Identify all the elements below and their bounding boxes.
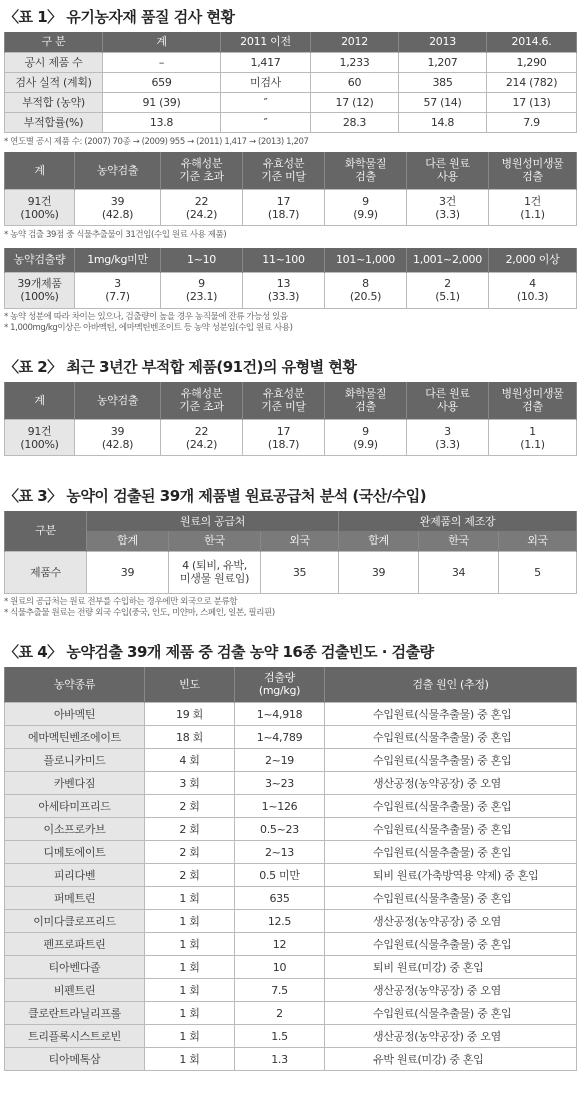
table1-header-cell: 2014.6. [487,32,577,52]
frequency: 1 회 [145,1002,235,1025]
frequency: 3 회 [145,772,235,795]
table-cell: 659 [103,72,221,92]
table-row [5,703,577,726]
table4-title: 〈표 4〉 농약검출 39개 제품 중 검출 농약 16종 검출빈도 · 검출량 [4,642,434,661]
table-row [5,749,577,772]
table-row [5,726,577,749]
pest-note: * 농약 성분에 따라 차이는 있으나, 검출량이 높을 경우 농직물에 잔류 가능성 있음 [4,311,288,322]
table1-pesticide [4,248,577,309]
table1-header-cell: 2012 [311,32,399,52]
cause: 수입원료(식물추출물) 중 혼입 [325,887,577,910]
cause: 수입원료(식물추출물) 중 혼입 [325,818,577,841]
cause: 수입원료(식물추출물) 중 혼입 [325,1002,577,1025]
cause: 수입원료(식물추출물) 중 혼입 [325,749,577,772]
amount: 1.5 [235,1025,325,1048]
table-cell: 미검사 [221,72,311,92]
frequency: 19 회 [145,703,235,726]
table-cell: ″ [221,92,311,112]
table1-sub-header: 농약검출 [75,152,161,190]
table-row [5,818,577,841]
table-row [5,887,577,910]
table1-sub-header: 유해성분 기준 초과 [161,152,243,190]
table-cell: 17 (12) [311,92,399,112]
cause: 수입원료(식물추출물) 중 혼입 [325,726,577,749]
table2-header: 화학물질 검출 [325,382,407,420]
table2-header: 농약검출 [75,382,161,420]
pesticide-name: 트리플록시스트로빈 [5,1025,145,1048]
row-label: 부적합 (농약) [5,92,103,112]
pesticide-name: 카벤다짐 [5,772,145,795]
table1-title: 〈표 1〉 유기농자재 품질 검사 현황 [4,8,235,26]
table3-sub-header: 합계 [339,531,419,551]
table-row [5,795,577,818]
table2-header: 유해성분 기준 초과 [161,382,243,420]
cause: 유박 원료(미강) 중 혼입 [325,1048,577,1071]
frequency: 1 회 [145,887,235,910]
table-row [5,420,577,456]
table-cell: 3건 (3.3) [407,190,489,226]
table-row [5,864,577,887]
table2-title: 〈표 2〉 최근 3년간 부적합 제품(91건)의 유형별 현황 [4,357,357,376]
amount: 12 [235,933,325,956]
cause: 생산공정(농약공장) 중 오염 [325,772,577,795]
table3-sub-header: 합계 [87,531,169,551]
table3-sub-header: 외국 [499,531,577,551]
table1-sub-note: * 농약 검출 39점 중 식물추출물이 31건임(수입 원료 사용 제품) [4,230,227,240]
table-cell: 28.3 [311,112,399,132]
table-cell: 4 (퇴비, 유박, 미생물 원료임) [169,551,261,593]
pesticide-name: 피리다벤 [5,864,145,887]
pest-note: * 1,000mg/kg이상은 아바멕틴, 에마멕틴벤조이트 등 농약 성분임(수입 원료 사용) [4,322,293,333]
pest-header: 11~100 [243,248,325,272]
amount: 7.5 [235,979,325,1002]
table-row [5,772,577,795]
amount: 0.5 미만 [235,864,325,887]
pesticide-name: 티아메톡삼 [5,1048,145,1071]
table-cell: 5 [499,551,577,593]
row-label: 제품수 [5,551,87,593]
table4-header: 검출량 (mg/kg) [235,667,325,703]
table-cell: 17 (13) [487,92,577,112]
table-cell: – [103,52,221,72]
table-cell: 9 (9.9) [325,420,407,456]
row-label: 부적합률(%) [5,112,103,132]
table1-sub-header: 병원성미생물 검출 [489,152,577,190]
cause: 생산공정(농약공장) 중 오염 [325,910,577,933]
cause: 생산공정(농약공장) 중 오염 [325,1025,577,1048]
pesticide-name: 클로란트라닐리프롤 [5,1002,145,1025]
table-cell: 91 (39) [103,92,221,112]
cause: 수입원료(식물추출물) 중 혼입 [325,933,577,956]
pest-header: 1mg/kg미만 [75,248,161,272]
frequency: 1 회 [145,1025,235,1048]
amount: 1~4,918 [235,703,325,726]
row-label: 공시 제품 수 [5,52,103,72]
table-cell: 3 (7.7) [75,272,161,308]
table3-sub-header: 외국 [261,531,339,551]
frequency: 1 회 [145,979,235,1002]
table-row [5,92,577,112]
table2-header: 병원성미생물 검출 [489,382,577,420]
cause: 퇴비 원료(가축방역용 약제) 중 혼입 [325,864,577,887]
table-cell: 22 (24.2) [161,420,243,456]
amount: 12.5 [235,910,325,933]
table3-col-label: 구분 [5,511,87,551]
table3-sub-header: 한국 [169,531,261,551]
table-row [5,1048,577,1071]
table1-sub [4,152,577,227]
table4-header: 검출 원인 (추정) [325,667,577,703]
row-label: 검사 실적 (계획) [5,72,103,92]
frequency: 1 회 [145,910,235,933]
table-row [5,190,577,226]
table-cell: 214 (782) [487,72,577,92]
pesticide-name: 퍼메트린 [5,887,145,910]
pesticide-name: 펜프로파트린 [5,933,145,956]
table-cell: 14.8 [399,112,487,132]
table-cell: 1,290 [487,52,577,72]
table-cell: 35 [261,551,339,593]
table-cell: 1건 (1.1) [489,190,577,226]
pesticide-name: 티아벤다졸 [5,956,145,979]
table3-title: 〈표 3〉 농약이 검출된 39개 제품별 원료공급처 분석 (국산/수입) [4,487,427,505]
table-row [5,956,577,979]
table1-header-cell: 계 [103,32,221,52]
table-row [5,1025,577,1048]
table-cell: 8 (20.5) [325,272,407,308]
table-cell: 9 (23.1) [161,272,243,308]
amount: 635 [235,887,325,910]
table-cell: 39 (42.8) [75,420,161,456]
table1-header-cell: 2011 이전 [221,32,311,52]
table-cell: 1,207 [399,52,487,72]
table-row [5,272,577,308]
cause: 퇴비 원료(미강) 중 혼입 [325,956,577,979]
pesticide-name: 에마멕틴벤조에이트 [5,726,145,749]
pest-header: 농약검출량 [5,248,75,272]
table2-header: 다른 원료 사용 [407,382,489,420]
table4 [4,667,577,1072]
cause: 수입원료(식물추출물) 중 혼입 [325,795,577,818]
table-row [5,1002,577,1025]
pest-header: 2,000 이상 [489,248,577,272]
cause: 생산공정(농약공장) 중 오염 [325,979,577,1002]
pesticide-name: 비펜트린 [5,979,145,1002]
table-row [5,933,577,956]
amount: 1.3 [235,1048,325,1071]
amount: 1~4,789 [235,726,325,749]
table-row [5,910,577,933]
table-row [5,551,577,593]
table1-note: * 연도별 공시 제품 수: (2007) 70종 → (2009) 955 → (2011) 1,417 → (2013) 1,207 [4,136,309,147]
table4-header: 농약종류 [5,667,145,703]
amount: 2 [235,1002,325,1025]
amount: 10 [235,956,325,979]
pesticide-name: 아세타미프리드 [5,795,145,818]
table-row [5,979,577,1002]
table4-body [5,703,577,1071]
table3-note: * 원료의 공급처는 원료 전부를 수입하는 경우에만 외국으로 분류함 [4,596,238,607]
table-cell: 385 [399,72,487,92]
frequency: 2 회 [145,818,235,841]
table-cell: 22 (24.2) [161,190,243,226]
table-cell: 13 (33.3) [243,272,325,308]
amount: 1~126 [235,795,325,818]
frequency: 18 회 [145,726,235,749]
table1-header-cell: 2013 [399,32,487,52]
table3-sub-header: 한국 [419,531,499,551]
table1-header-cell: 구 분 [5,32,103,52]
table-row [5,52,577,72]
table-cell: 3 (3.3) [407,420,489,456]
cause: 수입원료(식물추출물) 중 혼입 [325,841,577,864]
table-cell: 1 (1.1) [489,420,577,456]
frequency: 1 회 [145,1048,235,1071]
amount: 2~13 [235,841,325,864]
table-cell: 39개제품 (100%) [5,272,75,308]
pest-header: 1~10 [161,248,243,272]
table2-header: 유효성분 기준 미달 [243,382,325,420]
table-row [5,841,577,864]
table-cell: 17 (18.7) [243,420,325,456]
table1-sub-header: 유효성분 기준 미달 [243,152,325,190]
table-cell: 39 (42.8) [75,190,161,226]
table-row [5,72,577,92]
pest-header: 101~1,000 [325,248,407,272]
pest-header: 1,001~2,000 [407,248,489,272]
pesticide-name: 아바멕틴 [5,703,145,726]
table-cell: 7.9 [487,112,577,132]
pesticide-name: 이소프로카브 [5,818,145,841]
table3-group-header: 완제품의 제조장 [339,511,577,531]
table-cell: 1,417 [221,52,311,72]
pesticide-name: 디메토에이트 [5,841,145,864]
table4-header: 빈도 [145,667,235,703]
table3-note: * 식물추출물 원료는 전량 외국 수입(중국, 인도, 미얀마, 스페인, 일본, 필리핀) [4,607,275,618]
table-cell: 39 [87,551,169,593]
table-cell: 2 (5.1) [407,272,489,308]
table-cell: 4 (10.3) [489,272,577,308]
frequency: 2 회 [145,795,235,818]
pesticide-name: 이미다클로프리드 [5,910,145,933]
table3-group-header: 원료의 공급처 [87,511,339,531]
table1-main [4,32,577,133]
table-cell: 17 (18.7) [243,190,325,226]
frequency: 4 회 [145,749,235,772]
table-cell: 60 [311,72,399,92]
frequency: 2 회 [145,841,235,864]
frequency: 1 회 [145,956,235,979]
table2 [4,382,577,457]
pesticide-name: 플로니카미드 [5,749,145,772]
table1-sub-header: 계 [5,152,75,190]
table-cell: 1,233 [311,52,399,72]
table3 [4,511,577,594]
cause: 수입원료(식물추출물) 중 혼입 [325,703,577,726]
table-row [5,112,577,132]
table-cell: 57 (14) [399,92,487,112]
table-cell: 13.8 [103,112,221,132]
amount: 2~19 [235,749,325,772]
frequency: 2 회 [145,864,235,887]
table-cell: 91건 (100%) [5,190,75,226]
frequency: 1 회 [145,933,235,956]
table-cell: ″ [221,112,311,132]
table1-sub-header: 화학물질 검출 [325,152,407,190]
table2-header: 계 [5,382,75,420]
table1-sub-header: 다른 원료 사용 [407,152,489,190]
table-cell: 39 [339,551,419,593]
table-cell: 91건 (100%) [5,420,75,456]
table-cell: 9 (9.9) [325,190,407,226]
amount: 0.5~23 [235,818,325,841]
amount: 3~23 [235,772,325,795]
table-cell: 34 [419,551,499,593]
